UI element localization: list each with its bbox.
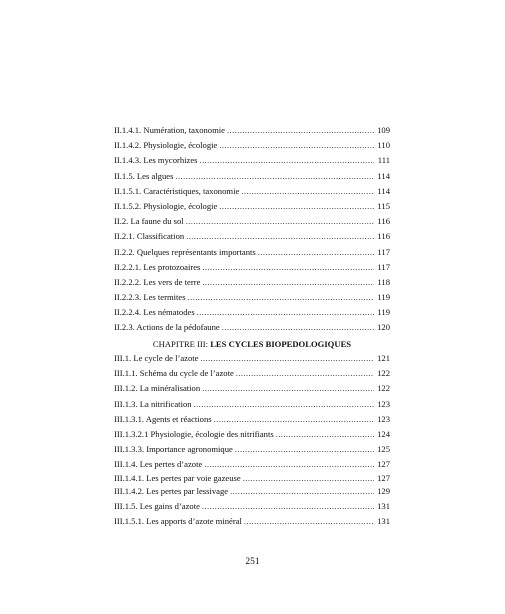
toc-leader-dots bbox=[276, 427, 374, 442]
toc-entry-page: 116 bbox=[377, 231, 390, 242]
toc-entry-page: 129 bbox=[377, 485, 390, 496]
chapter-heading bbox=[114, 337, 390, 351]
toc-entry-page: 119 bbox=[377, 307, 390, 318]
toc-leader-dots bbox=[202, 381, 374, 396]
toc-leader-dots bbox=[200, 153, 374, 168]
toc-entry-page: 116 bbox=[377, 216, 390, 227]
toc-entry-label: II.2.2.1. Les protozoaires bbox=[114, 261, 201, 272]
toc-leader-dots bbox=[202, 260, 374, 275]
toc-entry-page: 122 bbox=[377, 383, 390, 394]
toc-entry bbox=[114, 138, 390, 153]
toc-leader-dots bbox=[219, 138, 374, 153]
toc-entry-page: 117 bbox=[377, 246, 390, 257]
toc-leader-dots bbox=[241, 184, 374, 199]
toc-entry-page: 121 bbox=[377, 353, 390, 363]
toc-leader-dots bbox=[227, 123, 374, 138]
toc-entry-page: 122 bbox=[377, 368, 390, 379]
toc-leader-dots bbox=[219, 199, 374, 214]
toc-entry-label: III.1.4.1. Les pertes par voie gazeuse bbox=[114, 472, 241, 483]
toc-leader-dots bbox=[175, 169, 374, 184]
toc-entry-label: II.2.2.2. Les vers de terre bbox=[114, 276, 201, 287]
toc-section-chapter-2 bbox=[114, 123, 390, 336]
toc-entry bbox=[114, 214, 390, 229]
toc-leader-dots bbox=[230, 484, 374, 499]
toc-entry-page: 124 bbox=[377, 428, 390, 439]
toc-entry-label: II.2.2.3. Les termites bbox=[114, 292, 186, 303]
chapter-prefix: CHAPITRE III: bbox=[152, 339, 211, 349]
toc-entry bbox=[114, 427, 390, 442]
toc-entry-page: 125 bbox=[377, 444, 390, 455]
toc-entry-page: 131 bbox=[377, 500, 390, 511]
toc-entry bbox=[114, 381, 390, 396]
toc-entry-label: II.1.4.1. Numération, taxonomie bbox=[114, 125, 225, 135]
toc-leader-dots bbox=[222, 320, 374, 335]
toc-entry bbox=[114, 153, 390, 168]
toc-entry-label: II.1.5.1. Caractéristiques, taxonomie bbox=[114, 185, 240, 196]
toc-leader-dots bbox=[188, 290, 374, 305]
toc-entry bbox=[114, 320, 390, 335]
toc-entry-page: 119 bbox=[377, 292, 390, 303]
toc-entry bbox=[114, 514, 390, 529]
toc-entry-page: 117 bbox=[377, 261, 390, 272]
toc-entry-page: 127 bbox=[377, 472, 390, 483]
toc-leader-dots bbox=[258, 245, 374, 260]
toc-entry-label: II.2. La faune du sol bbox=[114, 216, 184, 227]
toc-entry-label: II.1.4.3. Les mycorhizes bbox=[114, 155, 198, 166]
toc-entry-page: 127 bbox=[377, 459, 390, 470]
toc-entry bbox=[114, 484, 390, 499]
toc-entry-page: 114 bbox=[377, 185, 390, 196]
toc-entry-page: 123 bbox=[377, 398, 390, 409]
toc-leader-dots bbox=[186, 229, 374, 244]
toc-leader-dots bbox=[243, 473, 374, 484]
toc-entry-label: III.1.3. La nitrification bbox=[114, 398, 192, 409]
toc-entry bbox=[114, 245, 390, 260]
toc-entry-label: II.1.5. Les algues bbox=[114, 170, 174, 181]
toc-entry bbox=[114, 184, 390, 199]
toc-entry-label: III.1.3.1. Agents et réactions bbox=[114, 413, 212, 424]
chapter-title: LES CYCLES BIOPEDOLOGIQUES bbox=[210, 339, 352, 349]
toc-entry-page: 131 bbox=[377, 515, 390, 526]
toc-section-chapter-3 bbox=[114, 351, 390, 529]
toc-entry bbox=[114, 275, 390, 290]
page-number: 251 bbox=[245, 557, 260, 567]
toc-entry bbox=[114, 229, 390, 244]
toc-entry-label: III.1.4. Les pertes d’azote bbox=[114, 459, 203, 470]
toc-entry bbox=[114, 366, 390, 381]
toc-entry bbox=[114, 260, 390, 275]
toc-entry bbox=[114, 290, 390, 305]
toc-entry bbox=[114, 473, 390, 484]
toc-entry-label: III.1.4.2. Les pertes par lessivage bbox=[114, 485, 229, 496]
toc-leader-dots bbox=[244, 514, 374, 529]
toc-entry-label: II.1.5.2. Physiologie, écologie bbox=[114, 200, 218, 211]
toc-leader-dots bbox=[214, 412, 374, 427]
toc-entry bbox=[114, 457, 390, 472]
toc-entry bbox=[114, 305, 390, 320]
toc-entry-page: 120 bbox=[377, 322, 390, 333]
toc-entry-label: II.2.2. Quelques représentants importants bbox=[114, 246, 256, 257]
toc-entry-label: III.1.5.1. Les apports d’azote minéral bbox=[114, 515, 242, 526]
toc-entry bbox=[114, 199, 390, 214]
toc-entry-label: III.1.3.3. Importance agronomique bbox=[114, 444, 233, 455]
toc-leader-dots bbox=[204, 457, 374, 472]
toc-entry-page: 123 bbox=[377, 413, 390, 424]
toc-entry bbox=[114, 442, 390, 457]
toc-entry-label: II.1.4.2. Physiologie, écologie bbox=[114, 140, 218, 151]
toc-entry bbox=[114, 397, 390, 412]
toc-leader-dots bbox=[202, 499, 374, 514]
toc-leader-dots bbox=[186, 214, 374, 229]
toc-leader-dots bbox=[202, 275, 374, 290]
toc-entry-label: II.2.1. Classification bbox=[114, 231, 185, 242]
toc-entry bbox=[114, 123, 390, 138]
toc-entry-page: 109 bbox=[377, 125, 390, 135]
toc-entry-page: 111 bbox=[377, 155, 390, 166]
toc-entry-page: 114 bbox=[377, 170, 390, 181]
toc-entry-label: III.1.1. Schéma du cycle de l’azote bbox=[114, 368, 234, 379]
toc-entry-label: II.2.2.4. Les nématodes bbox=[114, 307, 195, 318]
toc-entry-label: III.1. Le cycle de l’azote bbox=[114, 353, 199, 363]
toc-entry-label: III.1.3.2.1 Physiologie, écologie des nitrifiants bbox=[114, 428, 274, 439]
toc-leader-dots bbox=[194, 397, 374, 412]
toc-leader-dots bbox=[200, 351, 374, 366]
toc-entry-page: 115 bbox=[377, 200, 390, 211]
toc-entry-page: 118 bbox=[377, 276, 390, 287]
toc-leader-dots bbox=[197, 305, 374, 320]
toc-entry-label: III.1.2. La minéralisation bbox=[114, 383, 201, 394]
toc-leader-dots bbox=[235, 442, 374, 457]
toc-entry-label: III.1.5. Les gains d’azote bbox=[114, 500, 200, 511]
toc-entry-label: II.2.3. Actions de la pédofaune bbox=[114, 322, 220, 333]
toc-entry bbox=[114, 499, 390, 514]
toc-entry-page: 110 bbox=[377, 140, 390, 151]
toc-entry bbox=[114, 351, 390, 366]
toc-entry bbox=[114, 412, 390, 427]
toc-entry bbox=[114, 169, 390, 184]
toc-leader-dots bbox=[236, 366, 374, 381]
